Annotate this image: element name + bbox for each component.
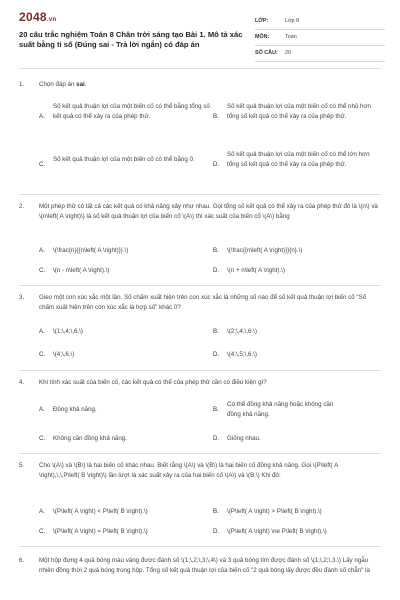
option-text: Có thể đồng khả năng hoặc không cần đồng khả năng.: [227, 401, 334, 418]
divider: [19, 68, 381, 69]
question-text: Khi tính xác suất của biến cố, các kết quả có thể của phép thử cần có điều kiện gì?: [39, 379, 267, 386]
subject-value: Toán: [285, 34, 297, 40]
question-text: Một phép thử có tất cả các kết quả có khả năng xảy như nhau. Gọi tổng số kết quả có thể xảy ra của phép thử đó là \(n\) và \(n\left( A \right)\) là số kết quả thuận lợi của biến cố \(A\) thì xác suất của biến cố \(A\) bằng: [39, 203, 378, 220]
option-letter: D.: [213, 528, 220, 535]
count-value: 20: [285, 50, 291, 56]
question-number: 1.: [19, 81, 25, 88]
option-letter: B.: [213, 406, 219, 413]
option-letter: A.: [39, 508, 45, 515]
option-text: \(2;\,4;\,6.\): [227, 328, 257, 335]
info-row-subject: [255, 30, 385, 46]
option-letter: C.: [39, 351, 46, 358]
option-letter: C.: [39, 435, 46, 442]
option-text: Giống nhau.: [227, 435, 261, 442]
option-letter: A.: [39, 113, 45, 120]
document-info-panel: [255, 14, 385, 62]
option-letter: C.: [39, 267, 46, 274]
divider: [19, 370, 381, 371]
option-letter: B.: [213, 113, 219, 120]
option-letter: A.: [39, 328, 45, 335]
option-text: \(4;\,6.\): [53, 351, 75, 358]
class-value: Lớp 8: [285, 18, 300, 24]
info-row-class: [255, 14, 385, 30]
option-text: \(P\left( A \right) > P\left( B \right).\): [227, 508, 322, 515]
option-letter: B.: [213, 508, 219, 515]
divider: [19, 453, 381, 454]
option-text: \(\frac{{n\left( A \right)}}{n}.\): [227, 247, 303, 254]
option-text: \(n + n\left( A \right).\): [227, 267, 285, 274]
option-text: Đồng khả năng.: [53, 406, 97, 413]
option-text: \(\frac{n}{{n\left( A \right)}}.\): [53, 247, 129, 254]
option-letter: B.: [213, 328, 219, 335]
document-header: [0, 0, 400, 62]
question-text: Một hộp đựng 4 quả bóng màu vàng được đánh số \(1;\,2;\,3;\,4\) và 3 quả bóng tím được đánh số \(1;\,2;\,3.\) Lấy ngẫu nhiên đồng thời 2 quả bóng trong hộp. Tổng số kết quả thuận lợi của biến cố "2 quả bóng lấy được đều đánh số chẵn" là: [39, 557, 370, 574]
question-text: Gieo một con xúc xắc một lần. Số chấm xuất hiện trên con xúc xắc là những số nào để số kết quả thuận lợi biến cố "Số chấm xuất hiện trên con xúc xắc là hợp số" khác 0?: [39, 294, 367, 311]
divider: [19, 285, 381, 286]
question-number: 6.: [19, 557, 25, 564]
option-letter: B.: [213, 247, 219, 254]
question-number: 3.: [19, 294, 25, 301]
option-text: \(P\left( A \right) = P\left( B \right).\): [53, 528, 148, 535]
count-label: SỐ CÂU:: [255, 50, 278, 56]
question-number: 5.: [19, 462, 25, 469]
option-text: Số kết quả thuận lợi của một biến cố có thể bằng 0.: [53, 156, 195, 163]
option-letter: A.: [39, 247, 45, 254]
question-text: Chọn đáp án sai.: [39, 81, 87, 88]
option-letter: D.: [213, 161, 220, 168]
option-text: \(P\left( A \right) < P\left( B \right).\): [53, 508, 148, 515]
option-letter: C.: [39, 161, 46, 168]
option-letter: D.: [213, 435, 220, 442]
option-letter: D.: [213, 267, 220, 274]
option-text: \(4;\,5;\,6.\): [227, 351, 257, 358]
subject-label: MÔN:: [255, 34, 270, 40]
divider: [19, 546, 381, 547]
document-title: 20 câu trắc nghiệm Toán 8 Chân trời sáng tạo Bài 1. Mô tả xác suất bằng tỉ số (Đúng sai - Trả lời ngắn) có đáp án: [19, 30, 243, 49]
option-text: Số kết quả thuận lợi của một biến cố có thể nhỏ hơn tổng số kết quả có thể xảy ra của phép thử.: [227, 103, 371, 120]
option-letter: C.: [39, 528, 46, 535]
question-number: 2.: [19, 203, 25, 210]
option-text: Số kết quả thuận lợi của một biến cố có thể bằng tổng số kết quả có thể xảy ra của phép thử.: [53, 103, 210, 120]
option-text: Không cần đồng khả năng.: [53, 435, 127, 442]
option-text: Số kết quả thuận lợi của một biến cố có thể lớn hơn tổng số kết quả có thể xảy ra của phép thử.: [227, 151, 370, 168]
option-letter: D.: [213, 351, 220, 358]
option-text: \(n - n\left( A \right).\): [53, 267, 110, 274]
divider: [19, 194, 381, 195]
option-letter: A.: [39, 406, 45, 413]
question-text: Cho \(A\) và \(B\) là hai biến cố khác nhau. Biết rằng \(A\) và \(B\) là hai biến cố đồng khả năng. Gọi \(P\left( A \right),\,\,P\left( B \right)\) lần lượt là xác suất xảy ra của hai biến cố \(A\) và \(B.\) Khi đó:: [39, 462, 338, 479]
site-logo[interactable]: 2048.vn: [19, 10, 57, 24]
question-number: 4.: [19, 379, 25, 386]
option-text: \(1;\,4;\,6.\): [53, 328, 83, 335]
info-row-count: [255, 46, 385, 62]
option-text: \(P\left( A \right) \ne P\left( B \right).\): [227, 528, 327, 535]
class-label: LỚP:: [255, 18, 269, 24]
